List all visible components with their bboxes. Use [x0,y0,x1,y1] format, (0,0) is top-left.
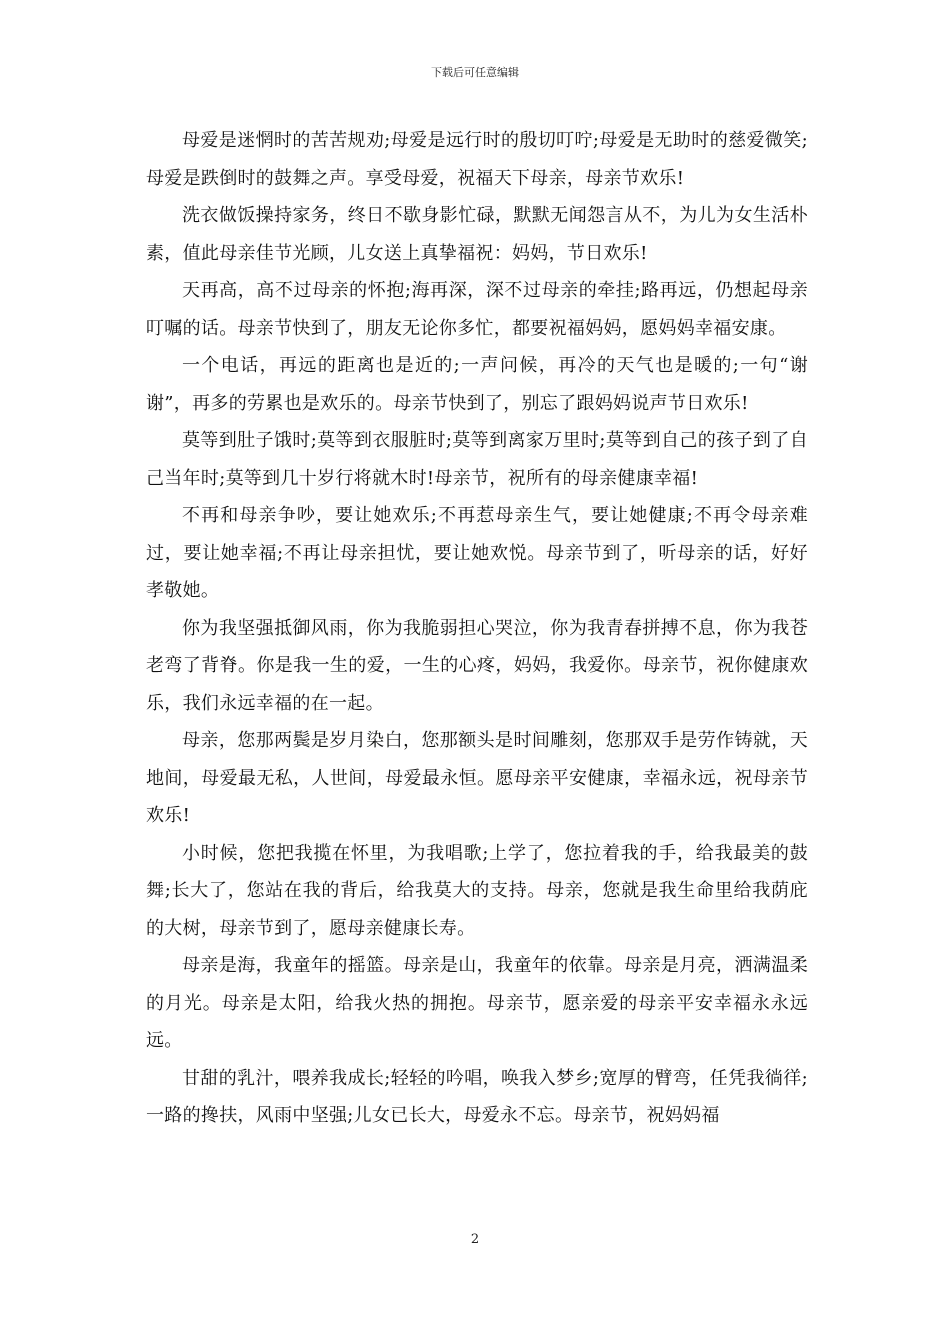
paragraph: 洗衣做饭操持家务，终日不歇身影忙碌，默默无闻怨言从不，为儿为女生活朴素，值此母亲佳节光顾，儿女送上真挚福祝：妈妈，节日欢乐! [146,205,808,264]
document-body [146,122,808,1135]
page-number: 2 [470,1232,480,1247]
paragraph: 天再高，高不过母亲的怀抱;海再深，深不过母亲的牵挂;路再远，仍想起母亲叮嘱的话。母亲节快到了，朋友无论你多忙，都要祝福妈妈，愿妈妈幸福安康。 [146,280,808,339]
paragraph: 母亲，您那两鬓是岁月染白，您那额头是时间雕刻，您那双手是劳作铸就，天地间，母爱最无私，人世间，母爱最永恒。愿母亲平安健康，幸福永远，祝母亲节欢乐! [146,730,808,826]
paragraph: 不再和母亲争吵，要让她欢乐;不再惹母亲生气，要让她健康;不再令母亲难过，要让她幸福;不再让母亲担忧，要让她欢悦。母亲节到了，听母亲的话，好好孝敬她。 [146,505,808,601]
paragraph: 母亲是海，我童年的摇篮。母亲是山，我童年的依靠。母亲是月亮，洒满温柔的月光。母亲是太阳，给我火热的拥抱。母亲节，愿亲爱的母亲平安幸福永永远远。 [146,955,808,1051]
paragraph: 一个电话，再远的距离也是近的;一声问候，再冷的天气也是暖的;一句“谢谢”，再多的劳累也是欢乐的。母亲节快到了，别忘了跟妈妈说声节日欢乐! [146,355,808,414]
paragraph: 莫等到肚子饿时;莫等到衣服脏时;莫等到离家万里时;莫等到自己的孩子到了自己当年时;莫等到几十岁行将就木时!母亲节，祝所有的母亲健康幸福! [146,430,808,489]
paragraph: 甘甜的乳汁，喂养我成长;轻轻的吟唱，唤我入梦乡;宽厚的臂弯，任凭我徜徉;一路的搀扶，风雨中坚强;儿女已长大，母爱永不忘。母亲节，祝妈妈福 [146,1067,808,1126]
paragraph: 小时候，您把我揽在怀里，为我唱歌;上学了，您拉着我的手，给我最美的鼓舞;长大了，您站在我的背后，给我莫大的支持。母亲，您就是我生命里给我荫庇的大树，母亲节到了，愿母亲健康长寿。 [146,842,808,939]
paragraph: 你为我坚强抵御风雨，你为我脆弱担心哭泣，你为我青春拼搏不息，你为我苍老弯了背脊。你是我一生的爱，一生的心疼，妈妈，我爱你。母亲节，祝你健康欢乐，我们永远幸福的在一起。 [146,617,808,714]
paragraph: 母爱是迷惘时的苦苦规劝;母爱是远行时的殷切叮咛;母爱是无助时的慈爱微笑;母爱是跌倒时的鼓舞之声。享受母爱，祝福天下母亲，母亲节欢乐! [146,130,808,189]
page-header: 下载后可任意编辑 [431,66,519,79]
